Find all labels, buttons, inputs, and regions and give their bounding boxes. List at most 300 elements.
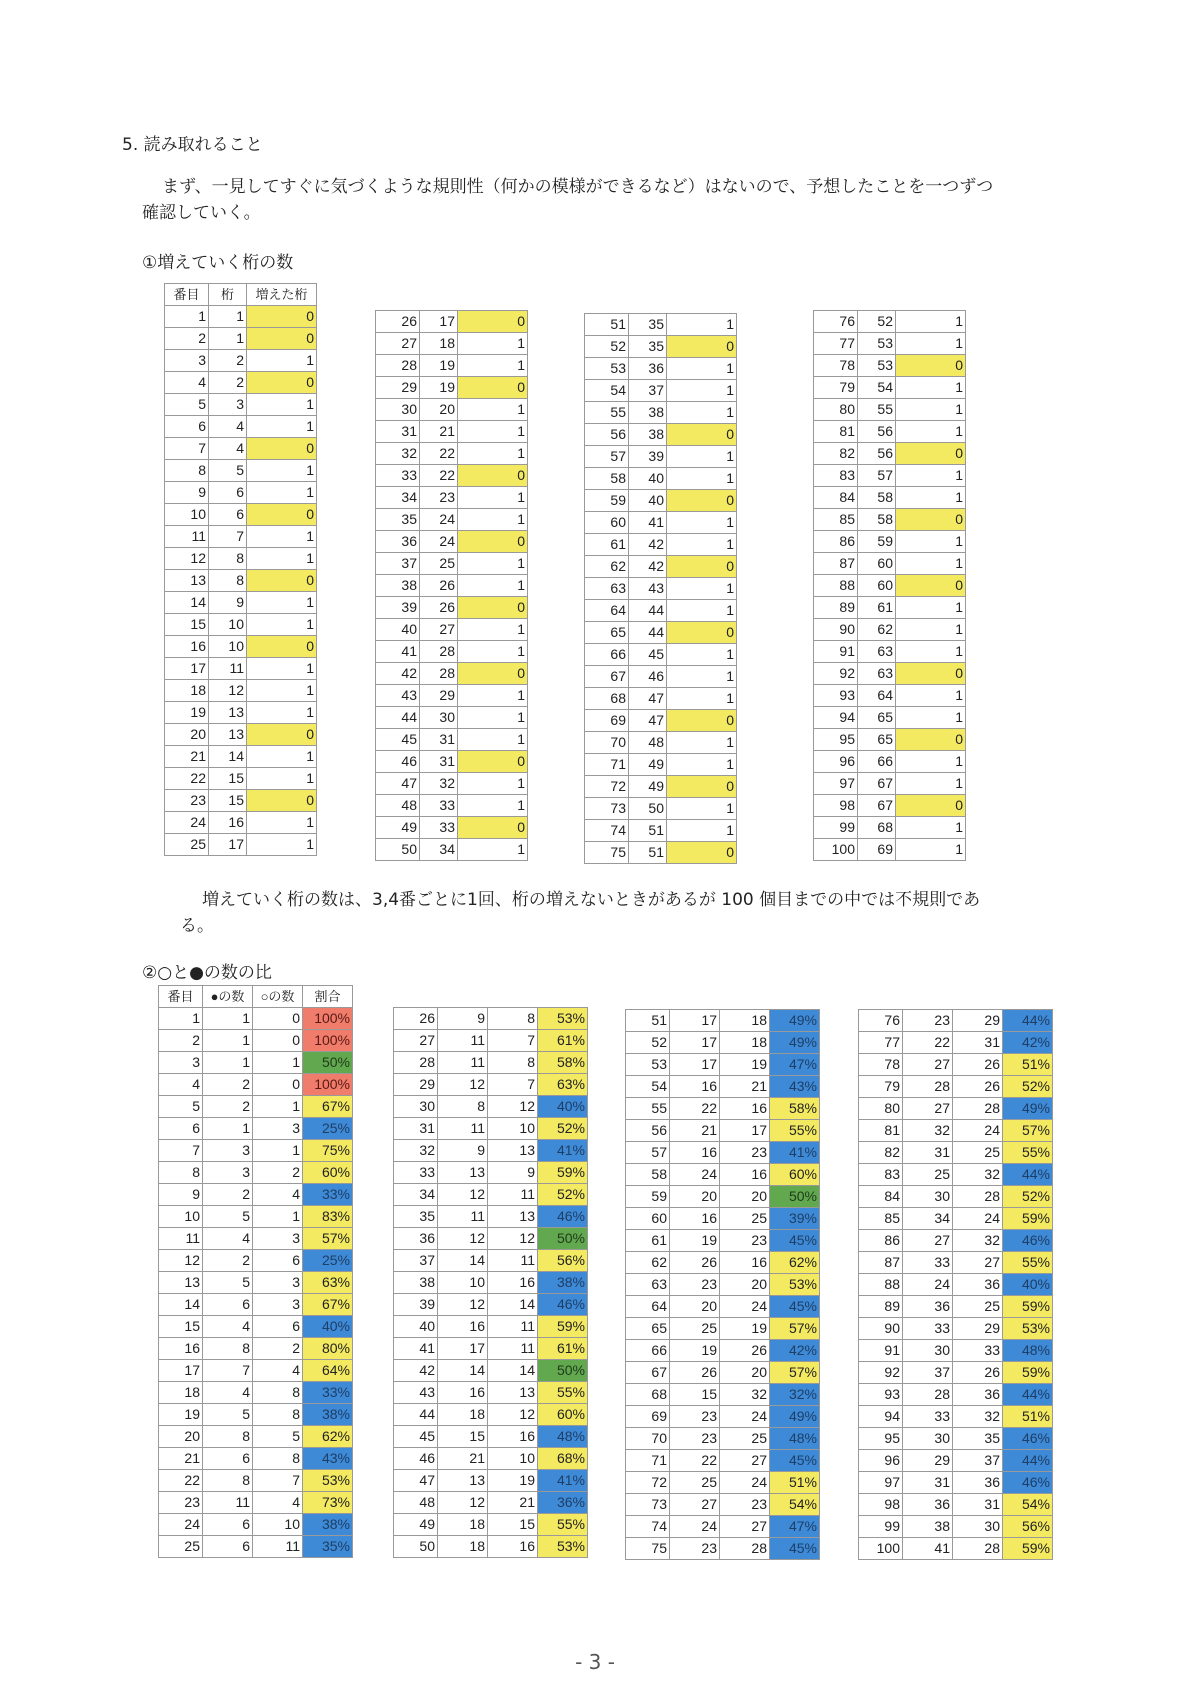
digit-increase: 1 <box>247 416 317 438</box>
table-row <box>159 1228 353 1250</box>
section-heading: 5. 読み取れること <box>122 135 263 155</box>
intro-line-1: まず、一見してすぐに気づくような規則性（何かの模様ができるなど）はないので、予想したことを一つずつ <box>162 177 994 197</box>
digit-count: 42 <box>629 534 667 556</box>
black-count: 8 <box>438 1096 488 1118</box>
table-row <box>859 1142 1053 1164</box>
table-row <box>376 817 528 839</box>
row-index: 23 <box>159 1492 203 1514</box>
white-count: 0 <box>253 1008 303 1030</box>
row-index: 60 <box>626 1208 670 1230</box>
table-row <box>585 556 737 578</box>
subsection-1-title: ①増えていく桁の数 <box>142 253 294 273</box>
white-count: 1 <box>253 1140 303 1162</box>
digit-increase: 1 <box>458 443 528 465</box>
digit-count: 66 <box>858 751 896 773</box>
ratio-percent: 36% <box>538 1492 588 1514</box>
digit-increase: 1 <box>896 619 966 641</box>
digit-increase: 0 <box>458 751 528 773</box>
table-row <box>859 1230 1053 1252</box>
column-header: ○の数 <box>253 986 303 1008</box>
white-count: 32 <box>720 1384 770 1406</box>
column-header: 番目 <box>165 284 209 306</box>
row-index: 75 <box>626 1538 670 1560</box>
white-count: 24 <box>720 1296 770 1318</box>
row-index: 30 <box>394 1096 438 1118</box>
row-index: 89 <box>814 597 858 619</box>
white-count: 36 <box>953 1384 1003 1406</box>
table-row <box>394 1316 588 1338</box>
digit-count: 22 <box>420 465 458 487</box>
row-index: 18 <box>165 680 209 702</box>
black-count: 31 <box>903 1472 953 1494</box>
digit-increase: 1 <box>458 839 528 861</box>
column-header: 番目 <box>159 986 203 1008</box>
digit-count: 57 <box>858 465 896 487</box>
ratio-percent: 52% <box>538 1118 588 1140</box>
table-row <box>626 1494 820 1516</box>
digit-count: 45 <box>629 644 667 666</box>
table-row <box>626 1186 820 1208</box>
table-row <box>814 487 966 509</box>
table-row <box>165 460 317 482</box>
digit-increase: 1 <box>247 768 317 790</box>
row-index: 21 <box>165 746 209 768</box>
digit-count: 49 <box>629 776 667 798</box>
row-index: 36 <box>376 531 420 553</box>
white-count: 31 <box>953 1032 1003 1054</box>
table-row <box>585 820 737 842</box>
ratio-percent: 50% <box>538 1360 588 1382</box>
white-count: 11 <box>488 1316 538 1338</box>
row-index: 94 <box>814 707 858 729</box>
table-row <box>626 1516 820 1538</box>
row-index: 38 <box>376 575 420 597</box>
table-row <box>585 314 737 336</box>
table-row <box>159 1096 353 1118</box>
table-row <box>376 509 528 531</box>
table-row <box>585 644 737 666</box>
digit-increase: 1 <box>896 399 966 421</box>
digit-count: 46 <box>629 666 667 688</box>
table-row <box>376 531 528 553</box>
row-index: 34 <box>376 487 420 509</box>
row-index: 16 <box>159 1338 203 1360</box>
digit-increase: 1 <box>458 509 528 531</box>
black-count: 10 <box>438 1272 488 1294</box>
table-row <box>585 622 737 644</box>
digit-increase: 1 <box>247 702 317 724</box>
ratio-percent: 41% <box>538 1140 588 1162</box>
digit-increase: 1 <box>458 487 528 509</box>
ratio-percent: 100% <box>303 1074 353 1096</box>
ratio-percent: 62% <box>303 1426 353 1448</box>
ratio-percent: 47% <box>770 1516 820 1538</box>
white-count: 19 <box>720 1318 770 1340</box>
ratio-percent: 50% <box>770 1186 820 1208</box>
digit-increase: 1 <box>247 350 317 372</box>
black-count: 22 <box>903 1032 953 1054</box>
ratio-percent: 46% <box>1003 1472 1053 1494</box>
ratio-percent: 49% <box>770 1406 820 1428</box>
white-count: 26 <box>720 1340 770 1362</box>
black-count: 25 <box>670 1472 720 1494</box>
table-row <box>394 1448 588 1470</box>
digit-increase: 0 <box>896 795 966 817</box>
ratio-percent: 83% <box>303 1206 353 1228</box>
row-index: 23 <box>165 790 209 812</box>
row-index: 1 <box>159 1008 203 1030</box>
white-count: 20 <box>720 1274 770 1296</box>
digit-table-block <box>584 313 737 864</box>
table-row <box>814 553 966 575</box>
row-index: 25 <box>159 1536 203 1558</box>
digit-count: 1 <box>209 306 247 328</box>
ratio-table-block <box>625 1009 820 1560</box>
digit-count: 2 <box>209 350 247 372</box>
white-count: 16 <box>488 1426 538 1448</box>
row-index: 85 <box>859 1208 903 1230</box>
row-index: 88 <box>814 575 858 597</box>
digit-increase: 1 <box>247 680 317 702</box>
table-row <box>859 1054 1053 1076</box>
table-row <box>626 1318 820 1340</box>
ratio-table-block <box>393 1007 588 1558</box>
row-index: 76 <box>814 311 858 333</box>
white-count: 25 <box>953 1142 1003 1164</box>
row-index: 64 <box>585 600 629 622</box>
black-count: 9 <box>438 1008 488 1030</box>
row-index: 32 <box>376 443 420 465</box>
white-count: 12 <box>488 1228 538 1250</box>
digit-count: 26 <box>420 597 458 619</box>
table-row <box>814 641 966 663</box>
row-index: 62 <box>626 1252 670 1274</box>
white-count: 4 <box>253 1492 303 1514</box>
digit-increase: 1 <box>896 685 966 707</box>
row-index: 90 <box>814 619 858 641</box>
table-row <box>814 421 966 443</box>
digit-table-block <box>375 310 528 861</box>
row-index: 6 <box>165 416 209 438</box>
digit-count: 2 <box>209 372 247 394</box>
table-row <box>376 795 528 817</box>
table-row <box>394 1294 588 1316</box>
digit-count: 40 <box>629 468 667 490</box>
black-count: 28 <box>903 1076 953 1098</box>
black-count: 1 <box>203 1008 253 1030</box>
digit-increase: 1 <box>667 688 737 710</box>
table-row <box>814 465 966 487</box>
ratio-percent: 39% <box>770 1208 820 1230</box>
row-index: 38 <box>394 1272 438 1294</box>
table-row <box>626 1472 820 1494</box>
white-count: 11 <box>488 1338 538 1360</box>
row-index: 40 <box>376 619 420 641</box>
white-count: 16 <box>720 1164 770 1186</box>
black-count: 16 <box>670 1142 720 1164</box>
table-row <box>165 790 317 812</box>
table-row <box>585 666 737 688</box>
row-index: 46 <box>394 1448 438 1470</box>
black-count: 25 <box>670 1318 720 1340</box>
white-count: 31 <box>953 1494 1003 1516</box>
row-index: 43 <box>394 1382 438 1404</box>
black-count: 1 <box>203 1052 253 1074</box>
row-index: 66 <box>626 1340 670 1362</box>
white-count: 23 <box>720 1142 770 1164</box>
table-row <box>394 1074 588 1096</box>
row-index: 52 <box>626 1032 670 1054</box>
black-count: 16 <box>670 1208 720 1230</box>
table-row <box>165 482 317 504</box>
table-row <box>585 798 737 820</box>
ratio-percent: 59% <box>1003 1296 1053 1318</box>
digit-count: 32 <box>420 773 458 795</box>
digit-increase: 0 <box>247 438 317 460</box>
digit-count: 48 <box>629 732 667 754</box>
digit-increase: 1 <box>247 526 317 548</box>
digit-increase: 0 <box>667 842 737 864</box>
digit-count: 23 <box>420 487 458 509</box>
table-row <box>394 1272 588 1294</box>
table-row <box>626 1538 820 1560</box>
row-index: 65 <box>626 1318 670 1340</box>
ratio-percent: 59% <box>538 1316 588 1338</box>
row-index: 33 <box>376 465 420 487</box>
digit-count: 3 <box>209 394 247 416</box>
digit-increase: 0 <box>896 575 966 597</box>
ratio-percent: 56% <box>1003 1516 1053 1538</box>
black-count: 5 <box>203 1404 253 1426</box>
black-count: 30 <box>903 1428 953 1450</box>
white-count: 13 <box>488 1382 538 1404</box>
black-count: 3 <box>203 1140 253 1162</box>
black-count: 22 <box>670 1098 720 1120</box>
white-count: 10 <box>253 1514 303 1536</box>
ratio-percent: 46% <box>1003 1230 1053 1252</box>
black-count: 4 <box>203 1382 253 1404</box>
table-row <box>165 438 317 460</box>
row-index: 80 <box>814 399 858 421</box>
white-count: 32 <box>953 1164 1003 1186</box>
table-row <box>814 509 966 531</box>
row-index: 55 <box>626 1098 670 1120</box>
row-index: 35 <box>394 1206 438 1228</box>
black-count: 14 <box>438 1250 488 1272</box>
ratio-percent: 59% <box>1003 1538 1053 1560</box>
table-row <box>859 1494 1053 1516</box>
digit-count: 44 <box>629 600 667 622</box>
white-count: 32 <box>953 1406 1003 1428</box>
black-count: 27 <box>903 1230 953 1252</box>
table-row <box>859 1406 1053 1428</box>
row-index: 14 <box>159 1294 203 1316</box>
row-index: 35 <box>376 509 420 531</box>
digit-count: 56 <box>858 443 896 465</box>
table-row <box>159 1338 353 1360</box>
digit-increase: 0 <box>896 663 966 685</box>
ratio-percent: 49% <box>770 1010 820 1032</box>
table-row <box>859 1032 1053 1054</box>
black-count: 13 <box>438 1470 488 1492</box>
ratio-percent: 51% <box>1003 1054 1053 1076</box>
ratio-percent: 52% <box>1003 1076 1053 1098</box>
table-row <box>165 724 317 746</box>
table-row <box>859 1076 1053 1098</box>
table-row <box>626 1296 820 1318</box>
black-count: 23 <box>670 1538 720 1560</box>
white-count: 11 <box>488 1250 538 1272</box>
digit-count: 65 <box>858 729 896 751</box>
digit-count: 19 <box>420 355 458 377</box>
black-count: 4 <box>203 1228 253 1250</box>
row-index: 48 <box>394 1492 438 1514</box>
ratio-percent: 47% <box>770 1054 820 1076</box>
ratio-percent: 58% <box>538 1052 588 1074</box>
black-count: 27 <box>903 1054 953 1076</box>
row-index: 16 <box>165 636 209 658</box>
digit-count: 28 <box>420 663 458 685</box>
ratio-percent: 61% <box>538 1338 588 1360</box>
black-count: 1 <box>203 1118 253 1140</box>
black-count: 22 <box>670 1450 720 1472</box>
table-row <box>159 1206 353 1228</box>
table-row <box>376 399 528 421</box>
white-count: 28 <box>953 1538 1003 1560</box>
digit-count: 11 <box>209 658 247 680</box>
table-row <box>626 1142 820 1164</box>
row-index: 52 <box>585 336 629 358</box>
ratio-percent: 33% <box>303 1382 353 1404</box>
digit-count: 49 <box>629 754 667 776</box>
black-count: 9 <box>438 1140 488 1162</box>
row-index: 48 <box>376 795 420 817</box>
table-row <box>394 1096 588 1118</box>
table-row <box>159 1184 353 1206</box>
digit-increase: 0 <box>247 372 317 394</box>
black-count: 30 <box>903 1340 953 1362</box>
row-index: 91 <box>814 641 858 663</box>
ratio-percent: 55% <box>538 1514 588 1536</box>
digit-count: 18 <box>420 333 458 355</box>
black-count: 2 <box>203 1096 253 1118</box>
row-index: 27 <box>376 333 420 355</box>
table-row <box>159 1162 353 1184</box>
black-count: 16 <box>670 1076 720 1098</box>
row-index: 69 <box>626 1406 670 1428</box>
black-count: 26 <box>670 1362 720 1384</box>
ratio-percent: 54% <box>1003 1494 1053 1516</box>
table-row <box>394 1030 588 1052</box>
digit-increase: 1 <box>667 820 737 842</box>
black-count: 2 <box>203 1250 253 1272</box>
table-row <box>585 446 737 468</box>
ratio-percent: 55% <box>1003 1142 1053 1164</box>
table-row <box>394 1382 588 1404</box>
ratio-percent: 42% <box>770 1340 820 1362</box>
table-row <box>376 487 528 509</box>
row-index: 6 <box>159 1118 203 1140</box>
table-row <box>585 776 737 798</box>
ratio-percent: 44% <box>1003 1010 1053 1032</box>
intro-line-2: 確認していく。 <box>142 203 261 223</box>
white-count: 24 <box>953 1120 1003 1142</box>
ratio-percent: 46% <box>1003 1428 1053 1450</box>
table-row <box>376 311 528 333</box>
digit-increase: 0 <box>458 531 528 553</box>
table-row <box>165 416 317 438</box>
ratio-percent: 43% <box>303 1448 353 1470</box>
digit-count: 35 <box>629 314 667 336</box>
white-count: 8 <box>253 1448 303 1470</box>
white-count: 27 <box>720 1516 770 1538</box>
table-row <box>859 1428 1053 1450</box>
black-count: 16 <box>438 1382 488 1404</box>
digit-count: 12 <box>209 680 247 702</box>
digit-increase: 0 <box>247 570 317 592</box>
white-count: 13 <box>488 1140 538 1162</box>
digit-increase: 1 <box>247 548 317 570</box>
table-row <box>814 707 966 729</box>
digit-count: 9 <box>209 592 247 614</box>
ratio-percent: 45% <box>770 1538 820 1560</box>
ratio-percent: 53% <box>303 1470 353 1492</box>
black-count: 12 <box>438 1074 488 1096</box>
black-count: 11 <box>438 1030 488 1052</box>
row-index: 97 <box>814 773 858 795</box>
table-row <box>859 1164 1053 1186</box>
digit-count: 60 <box>858 575 896 597</box>
digit-increase: 0 <box>667 424 737 446</box>
ratio-percent: 59% <box>1003 1208 1053 1230</box>
table-row <box>859 1010 1053 1032</box>
row-index: 67 <box>585 666 629 688</box>
digit-count: 21 <box>420 421 458 443</box>
table-row <box>159 1250 353 1272</box>
row-index: 89 <box>859 1296 903 1318</box>
ratio-percent: 44% <box>1003 1164 1053 1186</box>
row-index: 97 <box>859 1472 903 1494</box>
white-count: 16 <box>488 1272 538 1294</box>
digit-increase: 1 <box>896 751 966 773</box>
table-row <box>814 663 966 685</box>
row-index: 46 <box>376 751 420 773</box>
digit-count: 53 <box>858 355 896 377</box>
table-row <box>394 1426 588 1448</box>
digit-increase: 1 <box>247 460 317 482</box>
black-count: 15 <box>438 1426 488 1448</box>
digit-increase: 1 <box>247 746 317 768</box>
table-row <box>165 768 317 790</box>
digit-count: 44 <box>629 622 667 644</box>
black-count: 24 <box>903 1274 953 1296</box>
row-index: 98 <box>814 795 858 817</box>
row-index: 15 <box>159 1316 203 1338</box>
row-index: 56 <box>585 424 629 446</box>
black-count: 18 <box>438 1514 488 1536</box>
black-count: 33 <box>903 1318 953 1340</box>
row-index: 65 <box>585 622 629 644</box>
digit-count: 13 <box>209 702 247 724</box>
ratio-percent: 48% <box>1003 1340 1053 1362</box>
row-index: 76 <box>859 1010 903 1032</box>
black-count: 23 <box>670 1406 720 1428</box>
black-count: 12 <box>438 1294 488 1316</box>
row-index: 67 <box>626 1362 670 1384</box>
row-index: 87 <box>859 1252 903 1274</box>
table-row <box>626 1164 820 1186</box>
table-row <box>814 377 966 399</box>
